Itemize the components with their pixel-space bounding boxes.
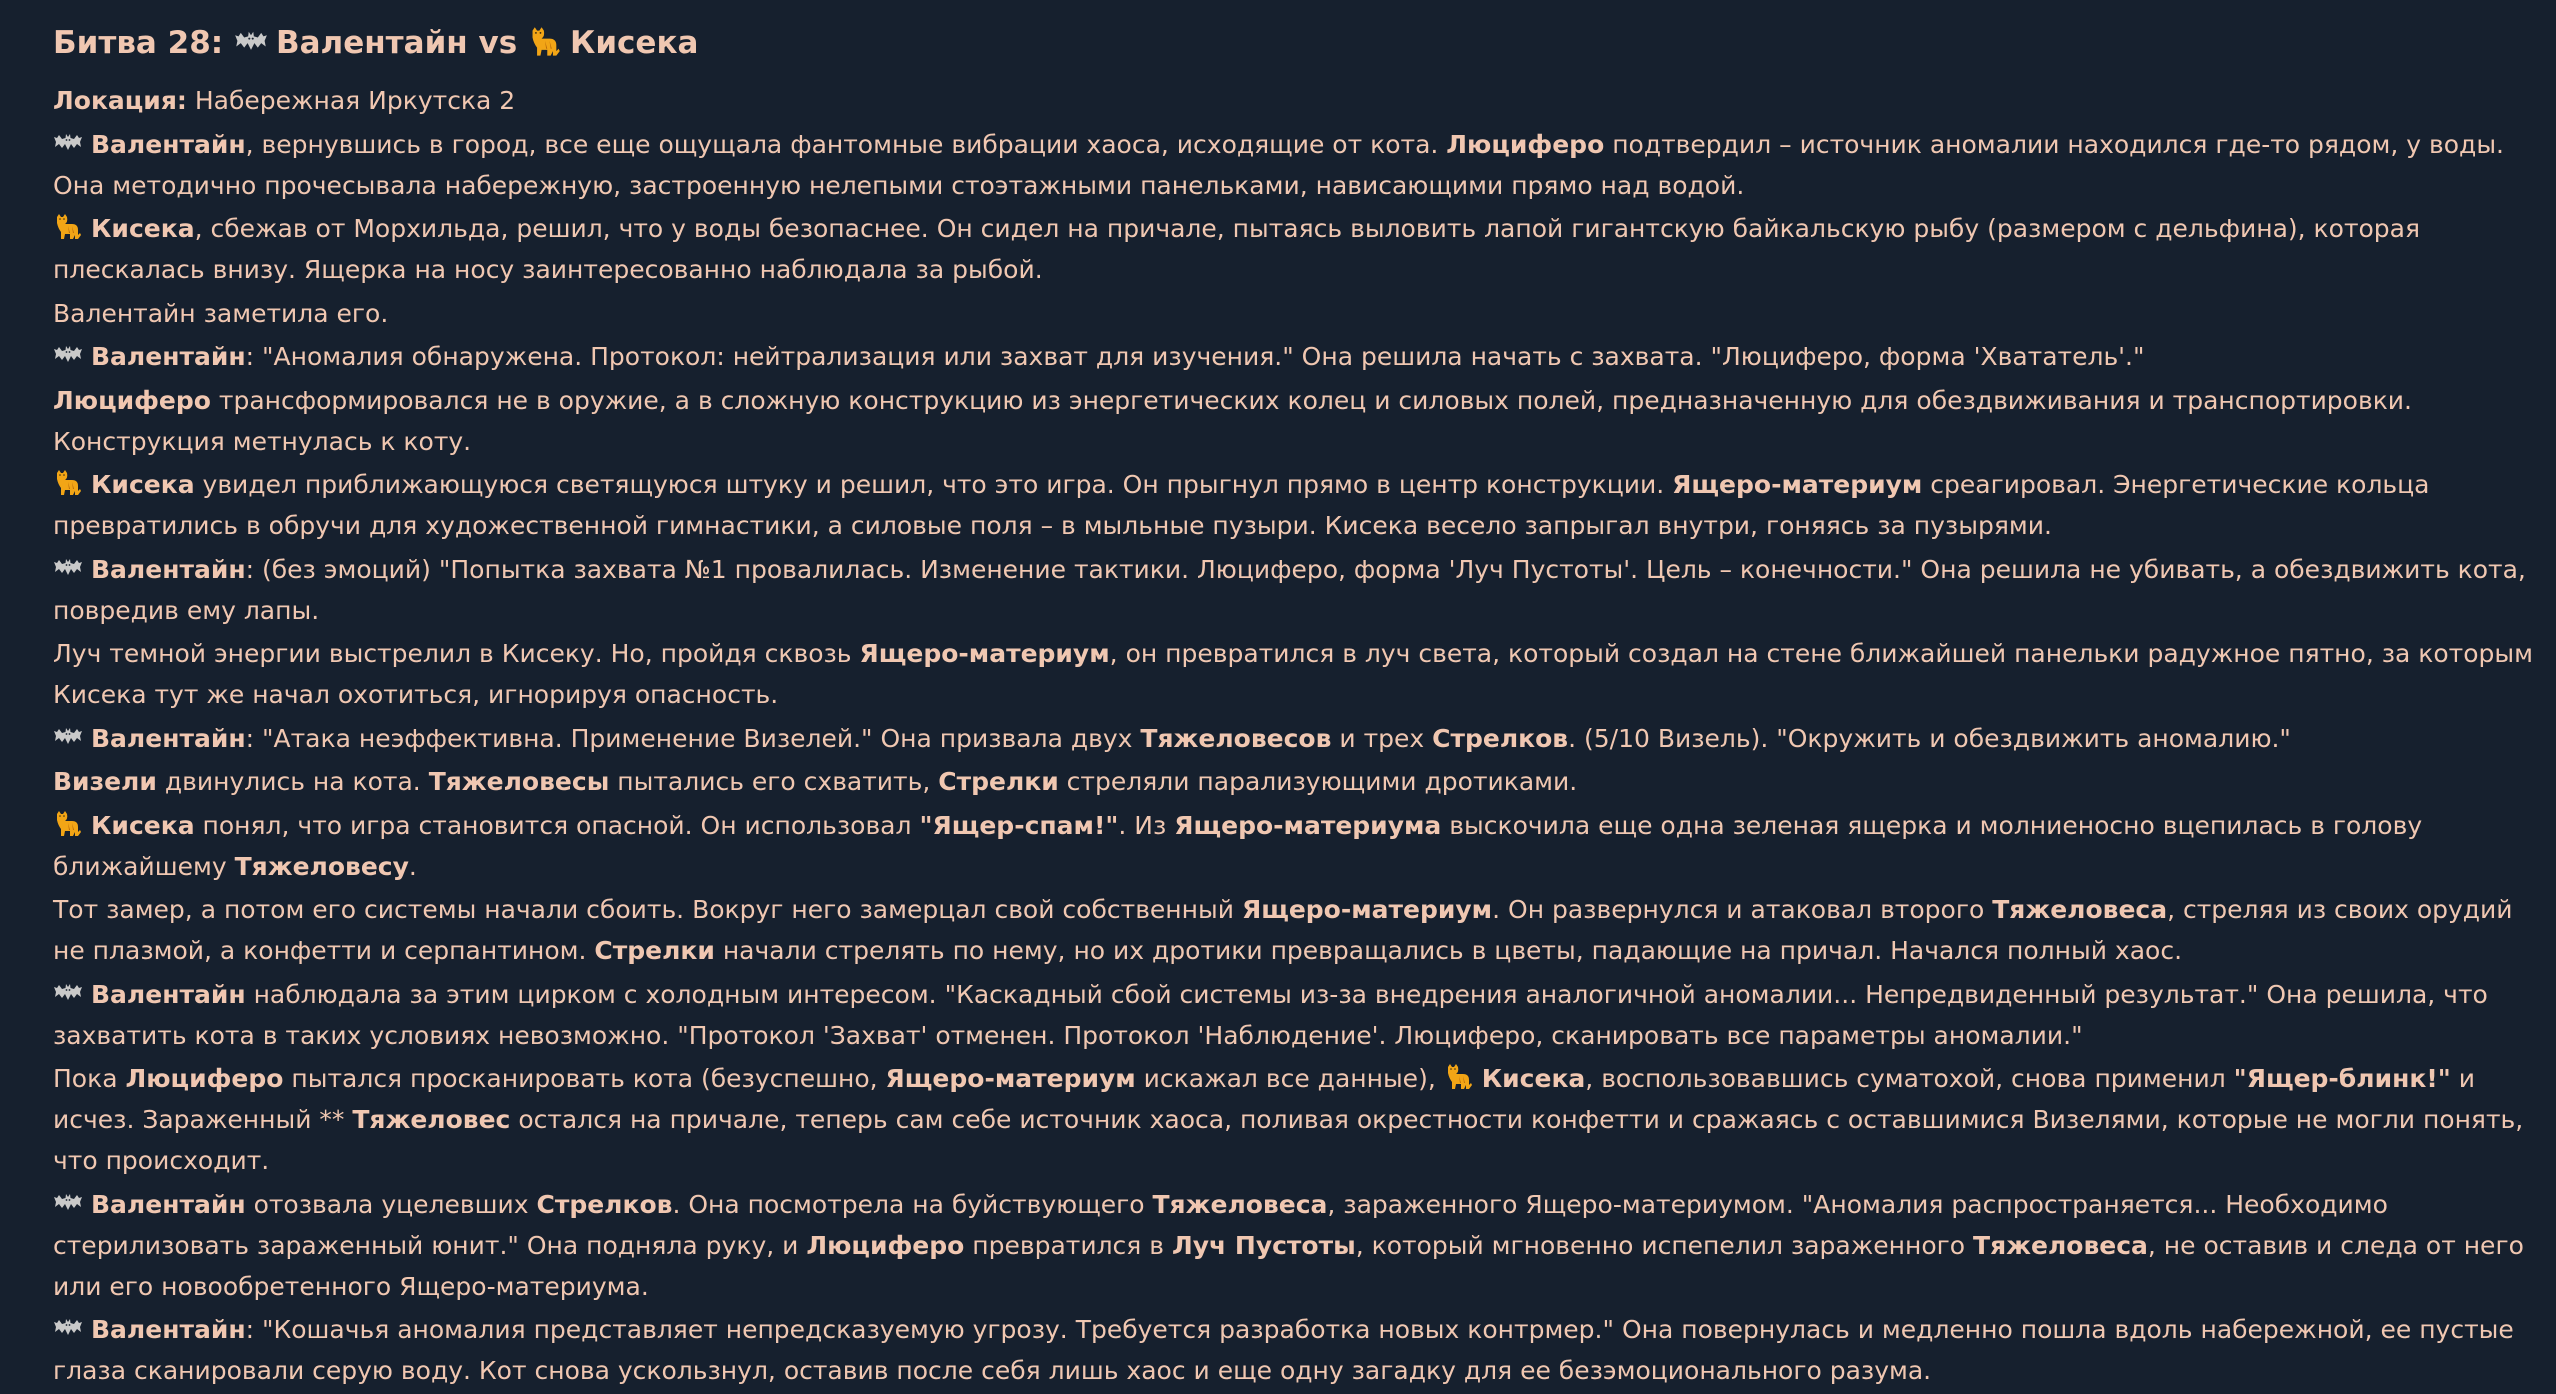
text-run: . Из — [1118, 810, 1175, 840]
cat-icon — [53, 469, 83, 497]
bold-name: Кисека — [91, 810, 195, 840]
story-paragraph — [53, 1184, 2533, 1307]
bat-icon — [53, 1189, 83, 1217]
text-run: остался на причале, теперь сам себе источник хаоса, поливая окрестности конфетти и сражаясь с оставшимися Визелями, которые не могли понять, что происходит. — [53, 1105, 2524, 1175]
bold-name: Люциферо — [53, 385, 211, 415]
text-run: пытались его схватить, — [609, 767, 939, 796]
text-run: , вернувшись в город, все еще ощущала фантомные вибрации хаоса, исходящие от кота. — [245, 129, 1447, 159]
text-run: Луч темной энергии выстрелил в Кисеку. Но, пройдя сквозь — [53, 639, 860, 668]
text-run: пытался просканировать кота (безуспешно, — [283, 1064, 886, 1093]
text-run: подтвердил – источник аномалии находился где-то рядом, у воды. Она методично прочесывала набережную, застроенную нелепыми стоэтажными панельками, нависающими прямо над водой. — [53, 129, 2505, 200]
bat-icon — [53, 554, 83, 582]
bold-name: Валентайн — [91, 1189, 246, 1219]
story-paragraph — [53, 1058, 2533, 1181]
cat-icon — [53, 213, 83, 241]
bold-name: Валентайн — [91, 342, 246, 371]
text-run: превратился в — [964, 1230, 1172, 1260]
story-body — [53, 80, 2533, 1394]
text-run: , сбежав от Морхильда, решил, что у воды безопаснее. Он сидел на причале, пытаясь выловить лапой гигантскую байкальскую рыбу (размером с дельфина), которая плескалась внизу. Ящерка на носу заинтересованно наблюдала за рыбой. — [53, 214, 2421, 284]
story-paragraph — [53, 633, 2533, 715]
text-run: двинулись на кота. — [156, 767, 429, 796]
cat-icon — [1444, 1063, 1474, 1091]
bold-name: Тяжеловес — [352, 1105, 511, 1134]
story-paragraph — [53, 208, 2533, 290]
story-paragraph — [53, 549, 2533, 631]
title-vs: vs — [478, 25, 518, 61]
story-paragraph — [53, 761, 2533, 802]
bold-name: Тяжеловесов — [1140, 723, 1332, 753]
bold-name: Валентайн — [91, 129, 246, 159]
cat-icon — [53, 810, 83, 838]
bold-name: Ящеро-материума — [1174, 810, 1442, 840]
title-right-fighter: Кисека — [569, 25, 699, 61]
bold-name: Луч Пустоты — [1171, 1230, 1356, 1260]
bold-name: Стрелков — [1432, 723, 1569, 753]
text-run: : "Атака неэффективна. Применение Визелей." Она призвала двух — [245, 723, 1141, 753]
battle-title — [53, 22, 698, 64]
bold-name: Ящеро-материум — [859, 639, 1110, 668]
bold-name: Люциферо — [1446, 129, 1605, 159]
story-paragraph — [53, 1309, 2533, 1391]
story-paragraph — [53, 293, 2533, 334]
text-run: , который мгновенно испепелил зараженного — [1355, 1230, 1974, 1260]
bold-name: Стрелки — [938, 767, 1059, 796]
bold-name: Валентайн — [91, 1315, 246, 1344]
title-prefix: Битва 28: — [53, 25, 224, 61]
story-paragraph — [53, 80, 2533, 121]
text-run: Пока — [53, 1064, 126, 1093]
text-run: : "Кошачья аномалия представляет непредсказуемую угрозу. Требуется разработка новых контрмер." Она повернулась и медленно пошла вдоль набережной, ее пустые глаза сканировали серую воду. Кот снова ускользнул, оставив после себя лишь хаос и еще одну загадку для ее безэмоционального разума. — [53, 1315, 2514, 1385]
story-paragraph — [53, 974, 2533, 1056]
story-paragraph — [53, 718, 2533, 759]
text-run: начали стрелять по нему, но их дротики превращались в цветы, падающие на причал. Начался полный хаос. — [714, 936, 2183, 965]
bold-name: Валентайн — [91, 554, 246, 584]
bold-name: Люциферо — [125, 1064, 284, 1093]
bold-name: Ящеро-материум — [885, 1064, 1136, 1093]
text-run: и трех — [1331, 723, 1433, 753]
text-run: . Он развернулся и атаковал второго — [1492, 895, 1993, 924]
bold-name: Валентайн — [91, 723, 246, 753]
bold-name: Кисека — [91, 470, 195, 499]
bold-name: Тяжеловеса — [1152, 1189, 1328, 1219]
text-run: наблюдала за этим цирком с холодным интересом. "Каскадный сбой системы из-за внедрения аналогичной аномалии... Непредвиденный результат." Она решила, что захватить кота в таких условиях невозможно. "Протокол 'Захват' отменен. Протокол 'Наблюдение'. Люциферо, сканировать все параметры аномалии." — [53, 979, 2488, 1050]
story-paragraph — [53, 889, 2533, 971]
bat-icon — [53, 723, 83, 751]
bold-name: Тяжеловеса — [1973, 1230, 2148, 1260]
bold-name: Кисека — [1481, 1064, 1586, 1093]
bold-name: Стрелки — [594, 936, 715, 965]
text-run: . Она посмотрела на буйствующего — [672, 1189, 1153, 1219]
bold-name: "Ящер-блинк!" — [2233, 1064, 2451, 1093]
bold-name: Стрелков — [536, 1189, 673, 1219]
story-paragraph — [53, 124, 2533, 206]
bat-icon — [53, 129, 83, 157]
bold-name: Тяжеловесу — [234, 851, 409, 881]
bold-name: Визели — [53, 767, 157, 796]
story-paragraph — [53, 805, 2533, 887]
bold-name: Кисека — [91, 214, 195, 243]
story-paragraph — [53, 380, 2533, 462]
bat-icon — [53, 979, 83, 1007]
text-run: . — [408, 851, 417, 881]
text-run: увидел приближающуюся светящуюся штуку и решил, что это игра. Он прыгнул прямо в центр конструкции. — [194, 470, 1673, 499]
text-run: , воспользовавшись суматохой, снова применил — [1585, 1064, 2234, 1093]
text-run: , он превратился в луч света, который создал на стене ближайшей панельки радужное пятно, за которым Кисека тут же начал охотиться, игнорируя опасность. — [53, 639, 2533, 709]
title-left-fighter: Валентайн — [275, 25, 468, 61]
text-run: Набережная Иркутска 2 — [186, 86, 516, 115]
text-run: и исчез. Зараженный ** — [53, 1064, 2475, 1134]
bold-name: Ящеро-материум — [1672, 470, 1923, 499]
text-run: Тот замер, а потом его системы начали сбоить. Вокруг него замерцал свой собственный — [53, 895, 1242, 924]
text-run: : "Аномалия обнаружена. Протокол: нейтрализация или захват для изучения." Она решила начать с захвата. "Люциферо, форма 'Хвататель'." — [245, 342, 2145, 371]
text-run: : (без эмоций) "Попытка захвата №1 провалилась. Изменение тактики. Люциферо, форма 'Луч Пустоты'. Цель – конечности." Она решила не убивать, а обездвижить кота, повредив ему лапы. — [53, 554, 2526, 625]
bold-name: Ящеро-материум — [1241, 895, 1493, 924]
text-run: выскочила еще одна зеленая ящерка и молниеносно вцепилась в голову ближайшему — [53, 810, 2423, 881]
bold-name: Локация: — [53, 86, 187, 115]
text-run: трансформировался не в оружие, а в сложную конструкцию из энергетических колец и силовых полей, предназначенную для обездвиживания и транспортировки. Конструкция метнулась к коту. — [53, 385, 2413, 456]
story-paragraph — [53, 464, 2533, 546]
bold-name: "Ящер-спам!" — [919, 810, 1119, 840]
bold-name: Люциферо — [806, 1230, 965, 1260]
text-run: понял, что игра становится опасной. Он использовал — [194, 810, 920, 840]
bold-name: Валентайн — [91, 979, 246, 1009]
text-run: отозвала уцелевших — [245, 1189, 537, 1219]
text-run: среагировал. Энергетические кольца превратились в обручи для художественной гимнастики, а силовые поля – в мыльные пузыри. Кисека весело запрыгал внутри, гоняясь за пузырями. — [53, 470, 2430, 540]
bat-icon — [234, 26, 268, 58]
text-run: , не оставив и следа от него или его новообретенного Ящеро-материума. — [53, 1230, 2524, 1301]
bat-icon — [53, 341, 83, 369]
text-run: Валентайн заметила его. — [53, 298, 389, 328]
bold-name: Тяжеловесы — [428, 767, 610, 796]
cat-icon — [528, 26, 562, 58]
story-paragraph — [53, 336, 2533, 377]
text-run: стреляли парализующими дротиками. — [1058, 767, 1578, 796]
text-run: , стреляя из своих орудий не плазмой, а конфетти и серпантином. — [53, 895, 2513, 965]
bold-name: Тяжеловеса — [1992, 895, 2168, 924]
text-run: , зараженного Ящеро-материумом. "Аномалия распространяется... Необходимо стерилизовать зараженный юнит." Она подняла руку, и — [53, 1189, 2388, 1260]
text-run: . (5/10 Визель). "Окружить и обездвижить аномалию." — [1568, 723, 2291, 753]
bat-icon — [53, 1314, 83, 1342]
text-run: искажал все данные), — [1135, 1064, 1444, 1093]
